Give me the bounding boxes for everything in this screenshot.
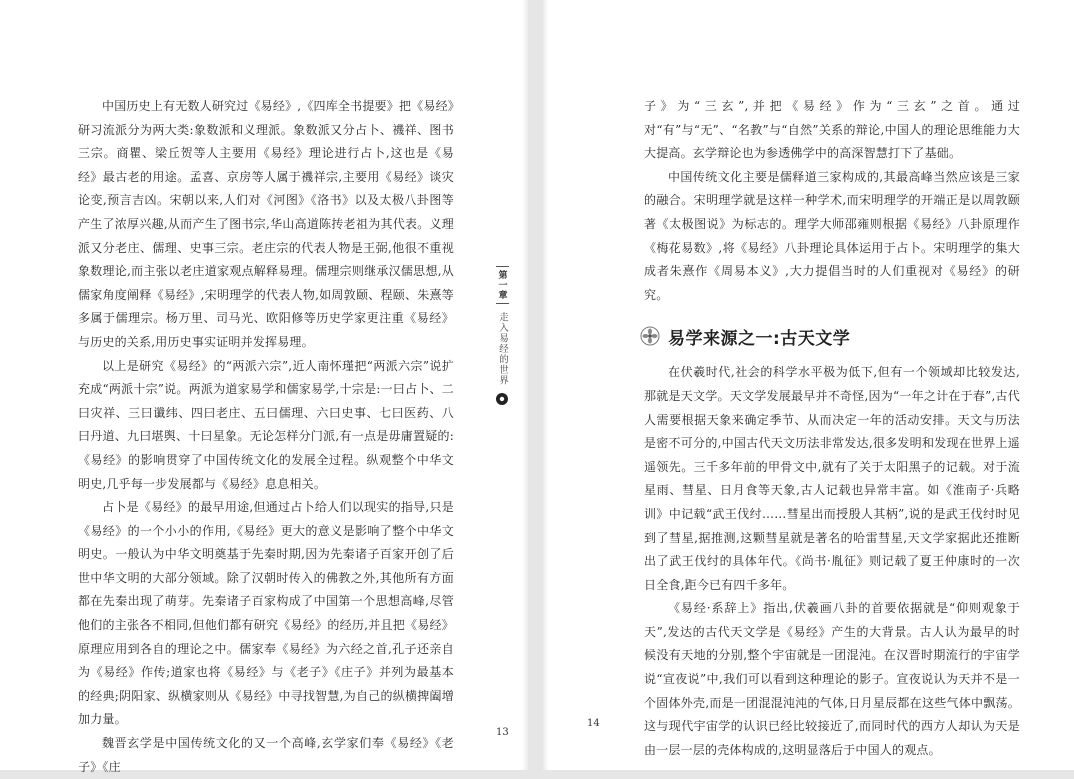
right-page-body	[644, 95, 1020, 762]
chapter-ornament-icon	[495, 392, 509, 406]
chapter-title: 走入易经的世界	[497, 312, 508, 386]
chapter-side-tab	[491, 266, 513, 406]
paragraph: 《易经·系辞上》指出,伏羲画八卦的首要依据就是“仰则观象于天”,发达的古代天文学是《易经》产生的大背景。古人认为最早的时候没有天地的分别,整个宇宙就是一团混沌。在汉晋时期流行的宇宙学说“宣夜说”中,我们可以看到这种理论的影子。宣夜说认为天并不是一个固体外壳,而是一团混混沌沌的气体,日月星辰都在这些气体中飘荡。这与现代宇宙学的认识已经比较接近了,而同时代的西方人却认为天是由一层一层的壳体构成的,这明显落后于中国人的观点。	[644, 601, 1020, 757]
left-page-body	[78, 95, 454, 779]
paragraph: 魏晋玄学是中国传统文化的又一个高峰,玄学家们奉《易经》《老子》《庄	[78, 736, 454, 774]
flower-ornament-icon	[640, 326, 660, 346]
gutter-shadow	[543, 0, 549, 770]
paragraph: 中国历史上有无数人研究过《易经》,《四库全书提要》把《易经》研习流派分为两大类:象数派和义理派。象数派又分占卜、禨祥、图书三宗。商瞿、梁丘贺等人主要用《易经》理论进行占卜,这也是《易经》最古老的用途。孟喜、京房等人属于禨祥宗,主要用《易经》谈灾论变,预言吉凶。宋朝以来,人们对《河图》《洛书》以及太极八卦图等产生了浓厚兴趣,从而产生了图书宗,华山高道陈抟老祖为其代表。义理派又分老庄、儒理、史事三宗。老庄宗的代表人物是王弼,他很不重视象数理论,而主张以老庄道家观点解释易理。儒理宗则继承汉儒思想,从儒家角度阐释《易经》,宋明理学的代表人物,如周敦颐、程颐、朱熹等多属于儒理宗。杨万里、司马光、欧阳修等历史学家更注重《易经》与历史的关系,用历史事实证明并发挥易理。	[78, 99, 454, 349]
paragraph: 占卜是《易经》的最早用途,但通过占卜给人们以现实的指导,只是《易经》的一个小小的作用,《易经》更大的意义是影响了整个中华文明史。一般认为中华文明奠基于先秦时期,因为先秦诸子百家开创了后世中华文明的大部分领域。除了汉朝时传入的佛教之外,其他所有方面都在先秦出现了萌芽。先秦诸子百家构成了中国第一个思想高峰,尽管他们的主张各不相同,但他们都有研究《易经》的经历,并且把《易经》原理应用到各自的理论之中。儒家奉《易经》为六经之首,孔子还亲自为《易经》作传;道家也将《易经》与《老子》《庄子》并列为最基本的经典;阴阳家、纵横家则从《易经》中寻找智慧,为自己的纵横捭阖增加力量。	[78, 500, 454, 727]
section-heading-text: 易学来源之一:古天文学	[668, 328, 851, 349]
paragraph: 中国传统文化主要是儒释道三家构成的,其最高峰当然应该是三家的融合。宋明理学就是这样一种学术,而宋明理学的开端正是以周敦颐著《太极图说》为标志的。理学大师邵雍则根据《易经》八卦原理作《梅花易数》,将《易经》八卦理论具体运用于占卜。宋明理学的集大成者朱熹作《周易本义》,大力提倡当时的人们重视对《易经》的研究。	[644, 169, 1020, 302]
gutter-shadow	[522, 0, 528, 770]
page-number: 14	[587, 718, 600, 729]
section-heading	[640, 321, 1020, 351]
chapter-label: 第一章	[496, 266, 509, 304]
paragraph: 在伏羲时代,社会的科学水平极为低下,但有一个领域却比较发达,那就是天文学。天文学发展最早并不奇怪,因为“一年之计在于春”,古代人需要根据天象来确定季节、从而决定一年的活动安排。天文与历法是密不可分的,中国古代天文历法非常发达,很多发明和发现在世界上遥遥领先。三千多年前的甲骨文中,就有了关于太阳黑子的记载。对于流星雨、彗星、日月食等天象,古人记载也异常丰富。如《淮南子·兵略训》中记载“武王伐纣……彗星出而授殷人其柄”,说的是武王伐纣时见到了彗星,据推测,这颗彗星就是著名的哈雷彗星,天文学家据此还推断出了武王伐纣的具体年代。《尚书·胤征》则记载了夏王仲康时的一次日全食,距今已有四千多年。	[644, 365, 1020, 592]
paragraph: 子》为“三玄”,并把《易经》作为“三玄”之首。通过对“有”与“无”、“名教”与“自然”关系的辩论,中国人的理论思维能力大大提高。玄学辩论也为参透佛学中的高深智慧打下了基础。	[644, 99, 1020, 161]
page-number: 13	[496, 727, 509, 738]
paragraph: 以上是研究《易经》的“两派六宗”,近人南怀瑾把“两派六宗”说扩充成“两派十宗”说。两派为道家易学和儒家易学,十宗是:一曰占卜、二曰灾祥、三曰谶纬、四曰老庄、五曰儒理、六曰史事、七曰医药、八曰丹道、九曰堪舆、十曰星象。无论怎样分门派,有一点是毋庸置疑的:《易经》的影响贯穿了中国传统文化的发展全过程。纵观整个中华文明史,几乎每一步发展都与《易经》息息相关。	[78, 358, 454, 491]
